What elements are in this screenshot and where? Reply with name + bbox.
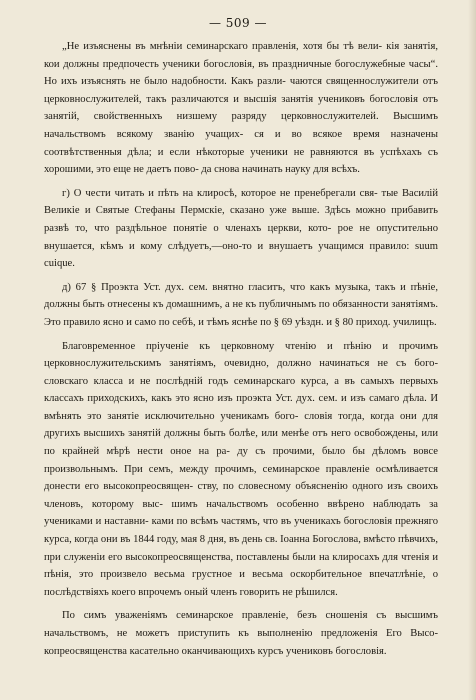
page-edge-shadow: [468, 0, 476, 700]
paragraph: д) 67 § Проэкта Уст. дух. сем. внятно гласитъ, что какъ музыка, такъ и пѣніе, должны быть отнесены къ домашнимъ, а не къ публичнымъ по обязанности занятіямъ. Это правило ясно и само по себѣ, и тѣмъ яснѣе по § 69 уѣздн. и § 80 приход. училищъ.: [44, 281, 438, 328]
paragraph: Благовременное пріученіе къ церковному чтенію и пѣнію и прочимъ церковнослужительскимъ занятіямъ, очевидно, должно начинаться не съ бого- словскаго класса и не послѣдній годъ семинарскаго курса, а въ самыхъ первыхъ классахъ приходскихъ, какъ это ясно изъ проэкта Уст. дух. сем. и изъ самаго дѣла. И вмѣнять это занятіе исключительно ученикамъ бого- словія тогда, когда они для другихъ высшихъ занятій должны быть болѣе, или менѣе отъ него освобождены, или по крайней мѣрѣ нести оное на ра- ду съ прочими, было бы дѣломъ вовсе произвольнымъ. При семъ, между прочимъ, семинарское правленіе осмѣливается донести его высокопреосвящен- ству, по словесному объясненію одного изъ своихъ членовъ, которому выс- шимъ начальствомъ особенно ввѣрено наблюдать за учениками и наставни- ками по всѣмъ частямъ, что въ ученикахъ богословія прежняго курса, когда они въ 1844 году, мая 8 дня, въ день св. Іоанна Богослова, вмѣсто пѣвчихъ, при служеніи его высокопреосвященства, поставлены были на клиросахъ для чтенія и пѣнія, это произвело весьма грустное и весьма оскорбительное впечатлѣніе, о послѣдствіяхъ коего впрочемъ оный членъ говорить не рѣшился.: [44, 340, 438, 598]
body-text: [44, 38, 438, 666]
paragraph: По симъ уваженіямъ семинарское правленіе, безъ сношенія съ высшимъ начальствомъ, не можетъ приступить къ выполненію предложенія Его Высо- копреосвященства касательно оканчивающихъ курсъ учениковъ богословія.: [44, 610, 438, 657]
paragraph: г) О чести читать и пѣть на клиросѣ, которое не пренебрегали свя- тые Василій Великіе и Святые Стефаны Пермскіе, сказано уже выше. Здѣсь можно прибавить развѣ то, что раздѣльное понятіе о членахъ церкви, кото- рое не опустительно внушается, кѣмъ и кому слѣдуетъ,—оно-то и внушаетъ учащимся правило: suum cuique.: [44, 187, 438, 270]
paragraph: „Не изъяснены въ мнѣніи семинарскаго правленія, хотя бы тѣ вели- кія занятія, кои должны предпочесть ученики богословія, въ праздничные богослужебные часы“. Но ихъ изъяснять не было надобности. Какъ разли- чаются священнослужители отъ церковнослужителей, такъ различаются и высшія занятія учениковъ богословія отъ занятій, свойственныхъ низшему разряду церковнослужителей. Высшимъ начальствомъ всякому званію учащих- ся и во всякое время назначены соотвѣтственныя дѣла; и если нѣкоторые ученики не равняются въ успѣхахъ съ хорошими, это еще не даетъ пово- да снова начинать науку для всѣхъ.: [44, 41, 438, 176]
page-number: — 509 —: [208, 16, 268, 30]
